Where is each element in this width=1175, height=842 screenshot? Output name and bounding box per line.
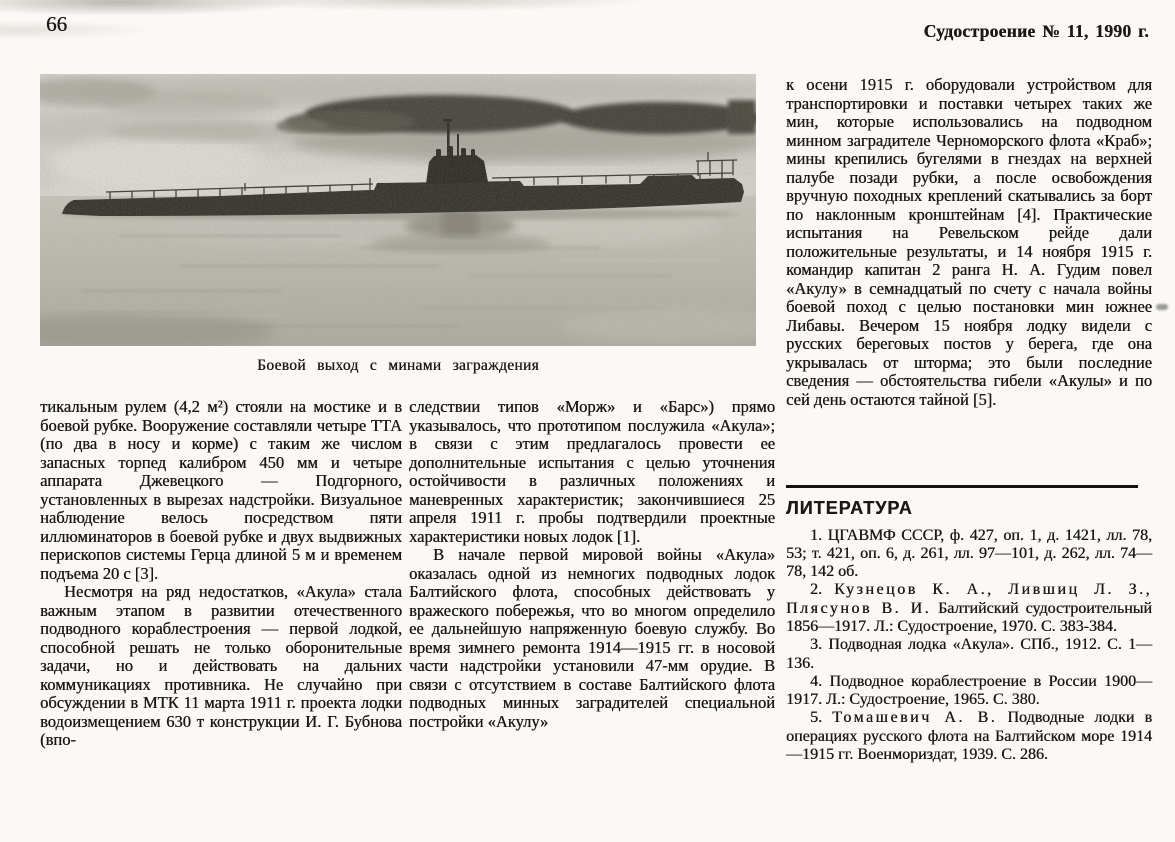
body-paragraph: Несмотря на ряд недостатков, «Акула» стала важным этапом в развитии отечественного подводного кораблестроения — первой лодкой, способной решать не только оборонительные задачи, но и действовать на дальних коммуникациях противника. Не случайно при обсуждении в МТК 11 марта 1911 г. проекта лодки водоизмещением 630 т конструкции И. Г. Бубнова (впо- (40, 582, 402, 749)
submarine-photo-figure (40, 74, 756, 346)
text-column-left (40, 398, 402, 750)
body-paragraph: следствии типов «Морж» и «Барс») прямо указывалось, что прототипом послужила «Акула»; в связи с этим предлагалось провести ее дополнительные испытания с целью уточнения остойчивости в различных положениях и маневренных характеристик; закончившиеся 25 апреля 1911 г. пробы подтвердили проектные характеристики новых лодок [1]. (409, 397, 775, 546)
photo-grain (40, 74, 756, 346)
reference-number: 2. (810, 581, 822, 599)
literature-heading: ЛИТЕРАТУРА (786, 498, 913, 518)
reference-number: 4. (810, 672, 822, 690)
reference-number: 1. (810, 526, 822, 544)
body-paragraph: тикальным рулем (4,2 м²) стояли на мостике и в боевой рубке. Вооружение составляли четыре ТТА (по два в носу и корме) с таким же числом запасных торпед калибром 450 мм и четыре аппарата Джевецкого — Подгорного, установленных в вырезах надстройки. Визуальное наблюдение велось посредством пяти иллюминаторов в боевой рубке и двух выдвижных перископов системы Герца длиной 5 м и временем подъема 20 с [3]. (40, 397, 402, 583)
scan-smudge (1156, 304, 1168, 310)
reference-text: Подводные лодки в операциях русского флота на Балтийском море 1914—1915 гг. Военмориздат, 1939. С. 286. (786, 709, 1153, 764)
submarine-photo (40, 74, 756, 346)
reference-number: 3. (810, 636, 822, 654)
text-column-right (786, 76, 1152, 764)
section-divider (786, 485, 1138, 488)
reference-item (786, 581, 1152, 636)
reference-text: Подводная лодка «Акула». СПб., 1912. С. 1—136. (786, 636, 1153, 672)
reference-item (786, 527, 1152, 582)
reference-list (786, 527, 1152, 765)
reference-authors: Кузнецов К. А., Лившиц Л. З., Плясунов В. И. (786, 581, 1153, 617)
reference-text: ЦГАВМФ СССР, ф. 427, оп. 1, д. 1421, лл. 78, 53; т. 421, оп. 6, д. 261, лл. 97—101, д. 262, лл. 74—78, 142 об. (786, 526, 1152, 581)
reference-authors: Томашевич А. В. (832, 709, 998, 727)
reference-item (786, 709, 1152, 764)
reference-number: 5. (810, 709, 822, 727)
reference-text: Балтийский судостроительный 1856—1917. Л.: Судостроение, 1970. С. 383-384. (786, 599, 1152, 635)
reference-item (786, 636, 1152, 673)
journal-title: Судостроение № 11, 1990 г. (923, 21, 1149, 41)
reference-text: Подводное кораблестроение в России 1900—1917. Л.: Судостроение, 1965. С. 380. (786, 672, 1153, 709)
body-paragraph: В начале первой мировой войны «Акула» оказалась одной из немногих подводных лодок Балтийского флота, способных действовать у вражеского побережья, что во многом определило ее дальнейшую напряженную боевую службу. Во время зимнего ремонта 1914—1915 гг. в носовой части надстройки установили 47-мм орудие. В связи с отсутствием в составе Балтийского флота подводных минных заградителей специальной постройки «Акулу» (409, 545, 775, 731)
photo-caption: Боевой выход с минами заграждения (257, 357, 539, 374)
page-number: 66 (46, 12, 67, 36)
body-paragraph: к осени 1915 г. оборудовали устройством для транспортировки и поставки четырех таких же мин, которые использовались на подводном минном заградителе Черноморского флота «Краб»; мины крепились бугелями в гнездах на верхней палубе позади рубки, а после освобождения вручную походных креплений скатывались за борт по наклонным кронштейнам [4]. Практические испытания на Ревельском рейде дали положительные результаты, и 14 ноября 1915 г. командир капитан 2 ранга Н. А. Гудим повел «Акулу» в семнадцатый по счету с начала войны боевой поход с целью постановки мин южнее Либавы. Вечером 15 ноября лодку видели с русских береговых постов у берега, где она укрывалась от шторма; это были последние сведения — обстоятельства гибели «Акулы» и по сей день остаются тайной [5]. (786, 75, 1152, 409)
reference-item (786, 673, 1152, 710)
text-column-middle (409, 398, 775, 731)
